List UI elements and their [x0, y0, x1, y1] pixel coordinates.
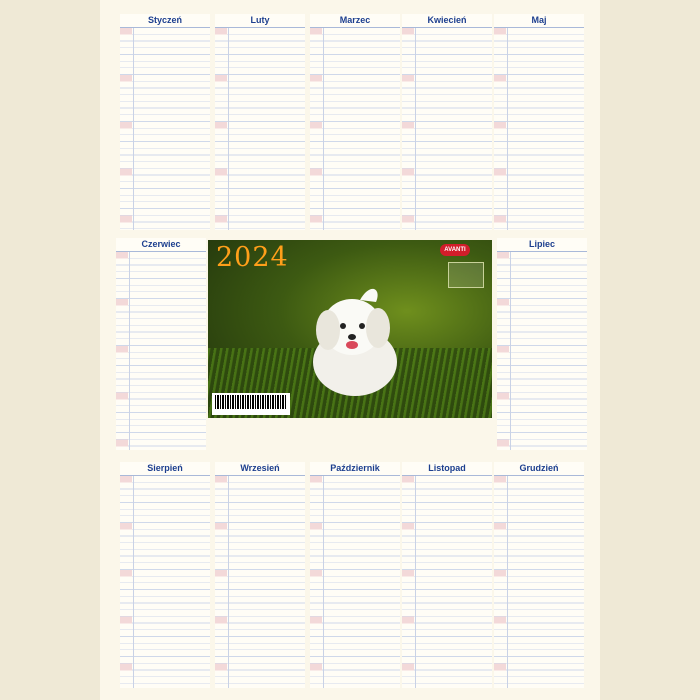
- day-list: [497, 252, 587, 450]
- month-june: [116, 238, 206, 450]
- day-list: [494, 28, 584, 230]
- dog-photo-icon: [300, 282, 410, 400]
- day-list: [215, 28, 305, 230]
- month-title: Luty: [215, 14, 305, 28]
- month-title: Kwiecień: [402, 14, 492, 28]
- month-title: Wrzesień: [215, 462, 305, 476]
- month-title: Sierpień: [120, 462, 210, 476]
- month-august: [120, 462, 210, 688]
- day-list: [310, 476, 400, 688]
- month-february: [215, 14, 305, 230]
- month-title: Lipiec: [497, 238, 587, 252]
- month-december: [494, 462, 584, 688]
- month-november: [402, 462, 492, 688]
- day-list: [310, 28, 400, 230]
- month-title: Marzec: [310, 14, 400, 28]
- day-list: [494, 476, 584, 688]
- barcode: [212, 393, 290, 415]
- year-title: 2024: [216, 242, 289, 273]
- brand-logo: AVANTI: [440, 244, 470, 256]
- month-title: Październik: [310, 462, 400, 476]
- month-july: [497, 238, 587, 450]
- day-list: [120, 28, 210, 230]
- month-title: Czerwiec: [116, 238, 206, 252]
- publisher-logo: [448, 262, 484, 288]
- day-list: [215, 476, 305, 688]
- month-may: [494, 14, 584, 230]
- day-list: [120, 476, 210, 688]
- day-list: [402, 28, 492, 230]
- month-title: Listopad: [402, 462, 492, 476]
- barcode-icon: [215, 395, 287, 409]
- month-title: Grudzień: [494, 462, 584, 476]
- month-january: [120, 14, 210, 230]
- day-list: [402, 476, 492, 688]
- month-march: [310, 14, 400, 230]
- month-april: [402, 14, 492, 230]
- day-list: [116, 252, 206, 450]
- month-september: [215, 462, 305, 688]
- month-title: Styczeń: [120, 14, 210, 28]
- month-title: Maj: [494, 14, 584, 28]
- month-october: [310, 462, 400, 688]
